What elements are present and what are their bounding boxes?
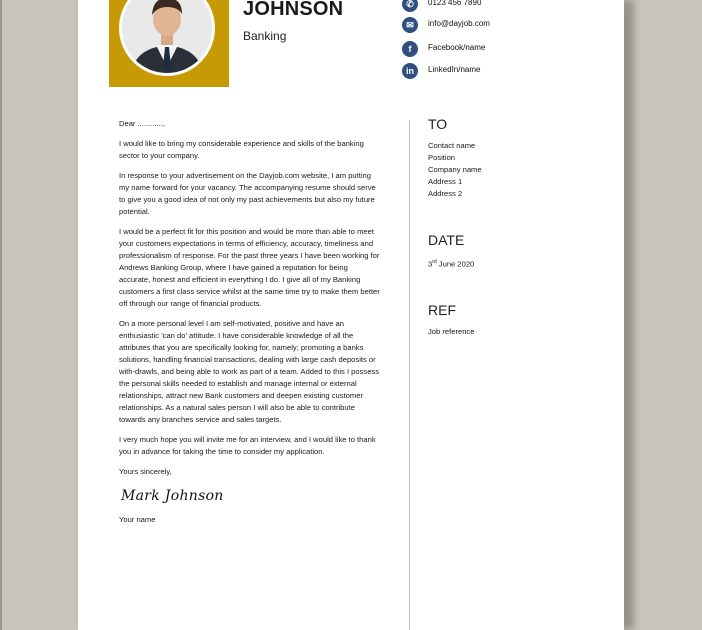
applicant-name: JOHNSON: [243, 0, 344, 20]
date-rest: June 2020: [436, 259, 475, 269]
letter-closing: Yours sincerely,: [119, 467, 172, 476]
to-line: Address 1: [428, 177, 463, 186]
letter-paragraph: I would be a perfect fit for this position and would be more than able to meet your customers expectations in terms of efficiency, accuracy, timeliness and professionalism of response. For the past three years I have been working for Andrews Banking Group, where I have gained a reputation for being accurate, honest and efficient in everything I do. I give all of my Banking customers a first class service whilst at the same time try to make them better off through our range of financial products.: [119, 227, 380, 308]
phone-icon: ✆: [402, 0, 418, 12]
facebook-icon: f: [402, 41, 418, 57]
date-value: [428, 256, 608, 271]
date-suffix: rd: [432, 259, 437, 265]
photo-accent-block: [109, 0, 229, 87]
ref-value: Job reference: [428, 327, 475, 336]
letter-body: [119, 118, 381, 534]
applicant-role: Banking: [243, 29, 287, 43]
ref-section: [428, 302, 608, 338]
email-icon: ✉: [402, 17, 418, 33]
profile-photo: [119, 0, 215, 76]
date-section: [428, 232, 608, 271]
ref-heading: REF: [428, 302, 456, 318]
to-line: Address 2: [428, 189, 463, 198]
phone-text: 0123 456 7890: [428, 0, 482, 7]
cover-letter-page: [78, 0, 624, 630]
facebook-text: Facebook/name: [428, 43, 486, 52]
email-text: info@dayjob.com: [428, 19, 490, 28]
to-heading: TO: [428, 116, 448, 132]
to-section: [428, 116, 608, 200]
column-divider: [409, 120, 410, 630]
letter-paragraph: I would like to bring my considerable experience and skills of the banking sector to your company.: [119, 139, 364, 160]
letter-your-name: Your name: [119, 515, 156, 524]
to-line: Company name: [428, 165, 482, 174]
to-line: Position: [428, 153, 456, 162]
person-portrait-icon: [122, 0, 212, 73]
date-day: 3: [428, 259, 433, 269]
date-heading: DATE: [428, 232, 465, 248]
letter-paragraph: In response to your advertisement on the Dayjob.com website, I am putting my name forward for your vacancy. The accompanying resume should serve to give you a good idea of not only my past achievements but also my future potential.: [119, 171, 376, 216]
letter-salutation: Dear ............,: [119, 119, 165, 128]
linkedin-icon: in: [402, 63, 418, 79]
letter-paragraph: On a more personal level I am self-motivated, positive and have an enthusiastic 'can do' attitude. I have considerable knowledge of all the attributes that you are specifically looking for, namely; promoting a banks solutions, handling financial transactions, dealing with large cash deposits or with-drawls, and being able to work as part of a team. Added to this I possess the personal skills needed to establish and manage internal or external relationships, attract new Bank customers and deepen existing customer relationships. As a natural sales person I will also be able to contribute towards any branches service and sales targets.: [119, 319, 380, 424]
window-edge: [0, 0, 2, 630]
linkedin-text: LinkedIn/name: [428, 65, 481, 74]
letter-paragraph: I very much hope you will invite me for an interview, and I would like to thank you in advance for taking the time to consider my application.: [119, 435, 376, 456]
to-line: Contact name: [428, 141, 476, 150]
handwritten-signature: Mark Johnson: [121, 488, 224, 504]
